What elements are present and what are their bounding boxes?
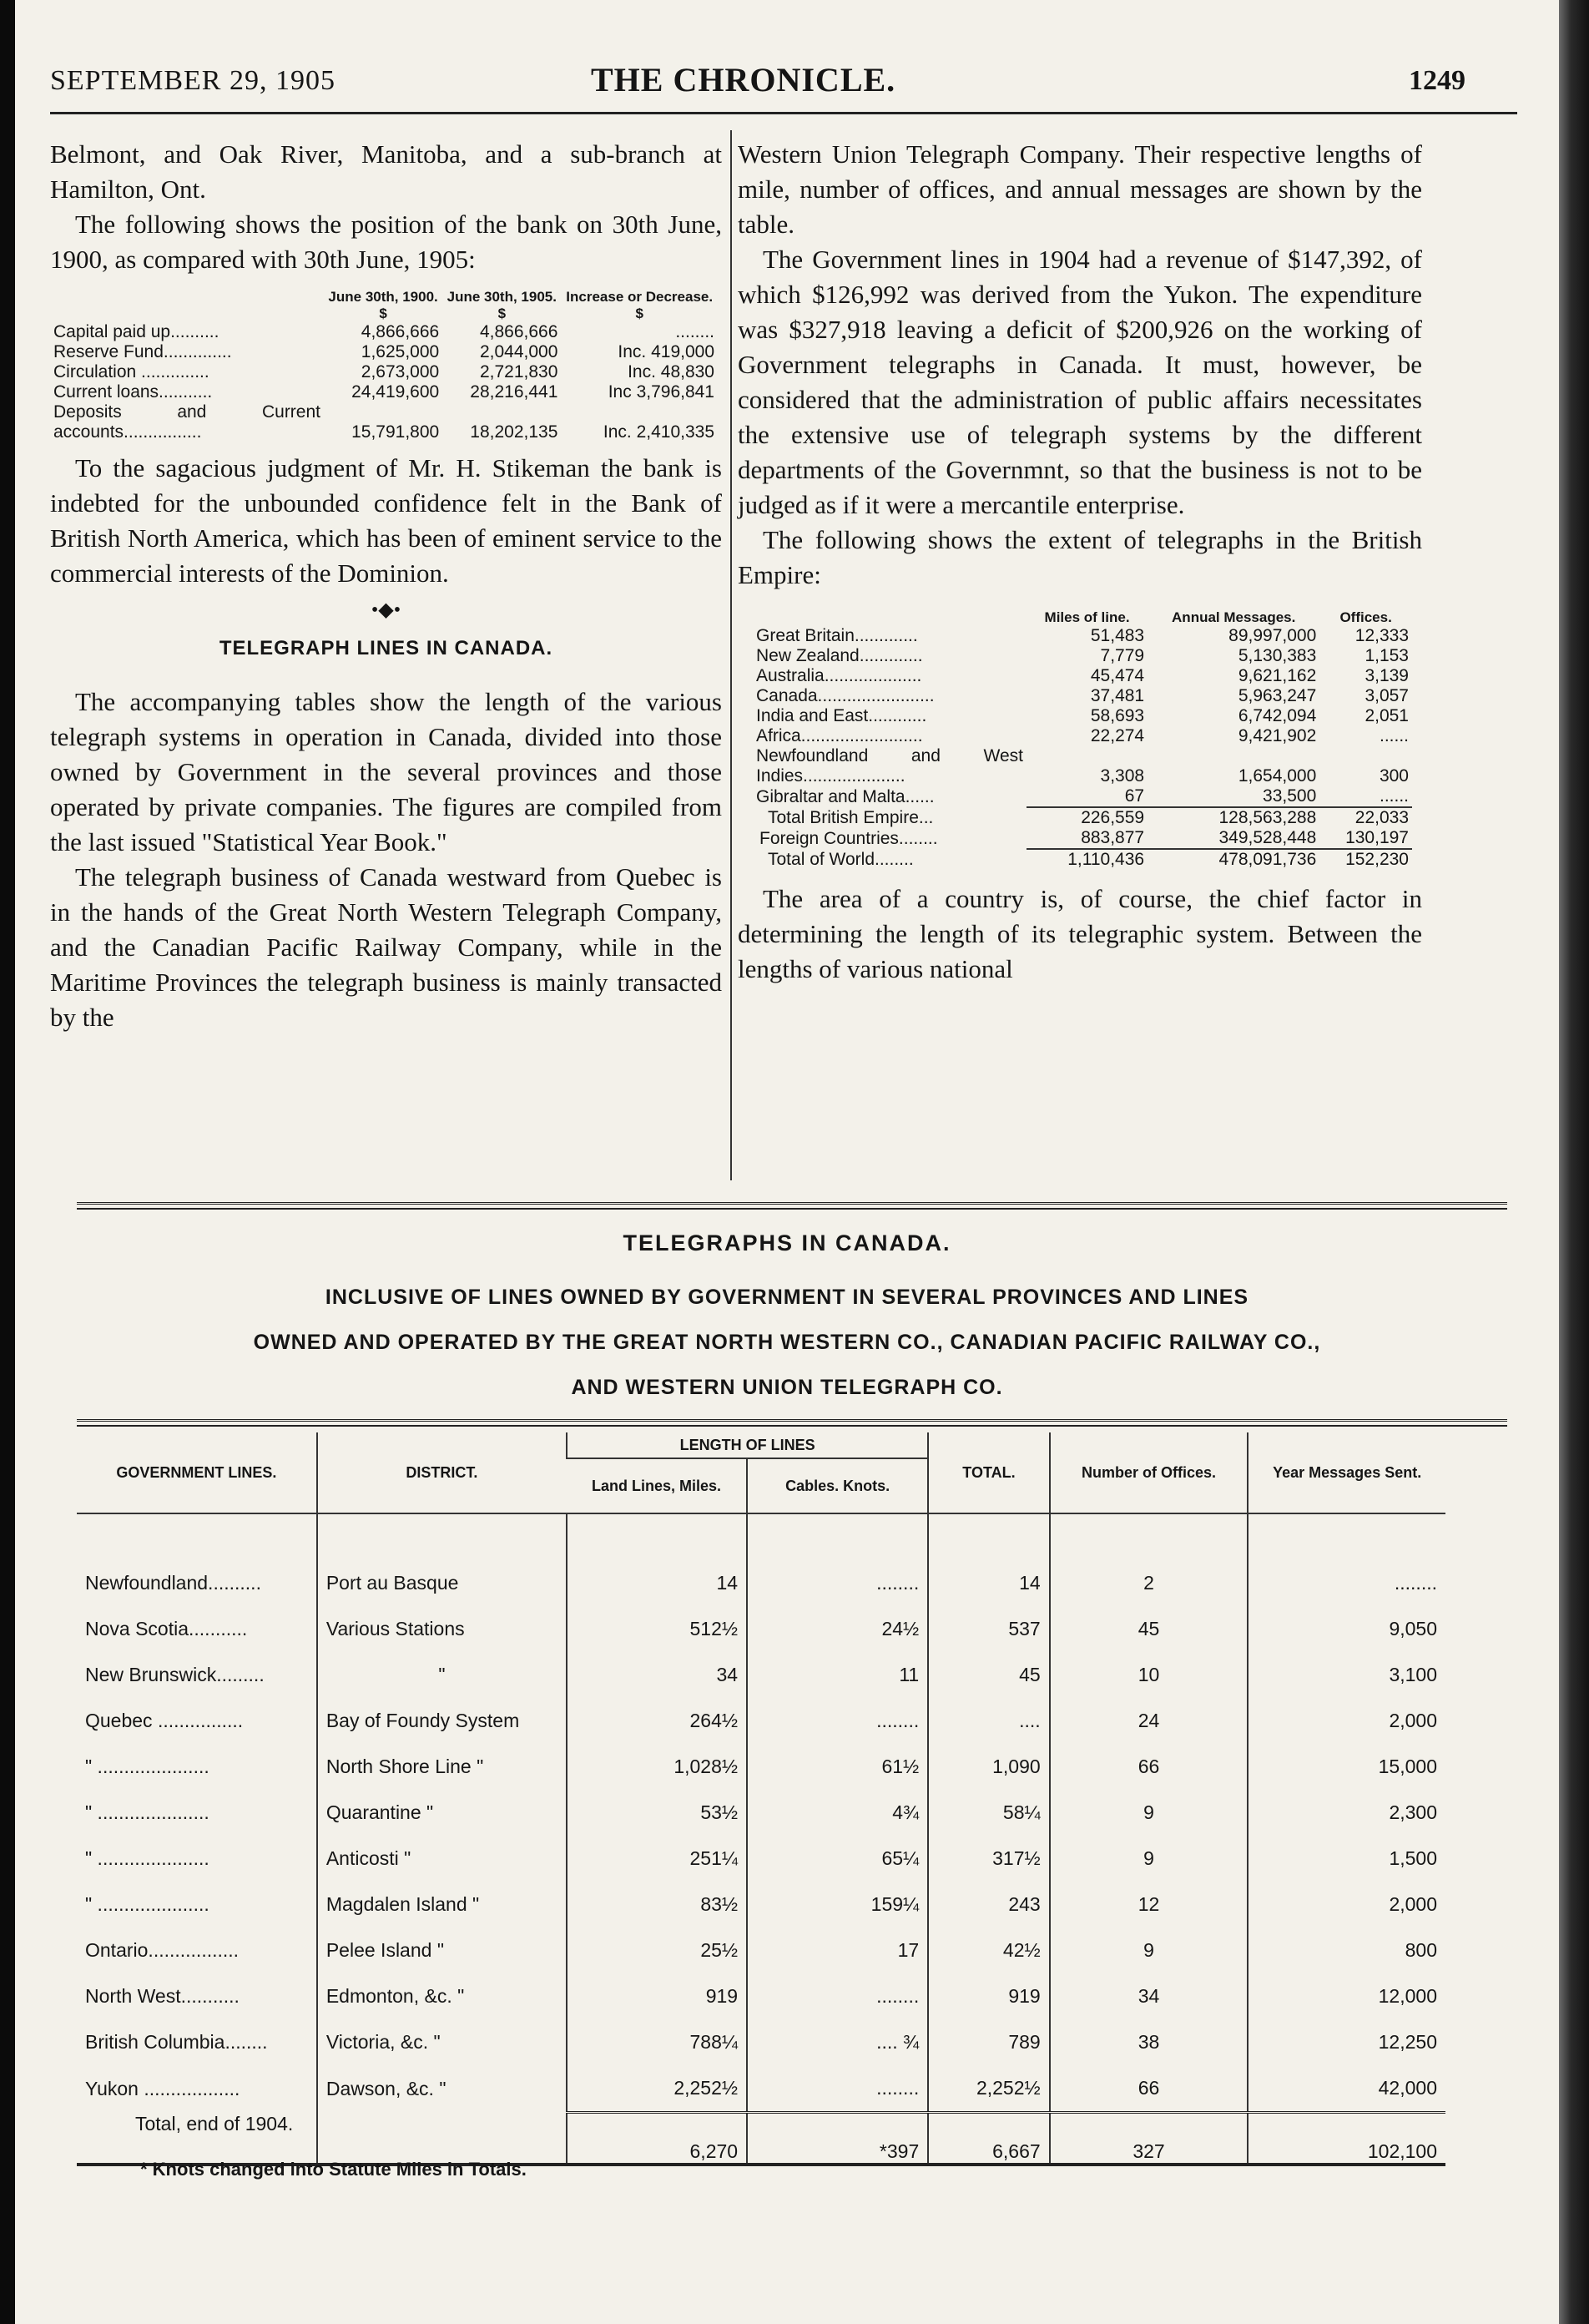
cell: 2,051 — [1365, 706, 1409, 725]
cell: 22,033 — [1354, 808, 1409, 827]
province-cell: Yukon .................. — [85, 2077, 240, 2099]
table-subtitle: INCLUSIVE OF LINES OWNED BY GOVERNMENT IN SEVERAL PROVINCES AND LINES — [325, 1286, 1249, 1309]
table-header: Offices. — [1339, 609, 1392, 625]
district-cell: Pelee Island " — [317, 1927, 567, 1973]
table-row — [50, 342, 718, 362]
province-cell: Newfoundland.......... — [85, 1572, 261, 1594]
col-header-length-of-lines: LENGTH OF LINES — [567, 1432, 928, 1458]
table-row — [753, 726, 1412, 746]
offices-cell: 66 — [1050, 1744, 1248, 1790]
cell: 883,877 — [1081, 828, 1145, 847]
table-row — [753, 786, 1412, 807]
cables-cell: .... ¾ — [747, 2019, 928, 2065]
messages-cell: 2,300 — [1248, 1790, 1445, 1836]
cell: 9,621,162 — [1238, 666, 1317, 685]
district-cell: Magdalen Island " — [317, 1882, 567, 1927]
ornament-divider: •◆• — [371, 599, 401, 621]
cell: 45,474 — [1090, 666, 1145, 685]
table-row — [77, 2065, 1445, 2113]
table-row — [753, 746, 1412, 786]
row-label: Africa......................... — [756, 726, 923, 745]
messages-cell: ........ — [1248, 1560, 1445, 1606]
col-header-messages: Year Messages Sent. — [1248, 1432, 1445, 1513]
total-cell: 789 — [928, 2019, 1049, 2065]
land-cell: 264½ — [567, 1698, 747, 1744]
footnote: * Knots changed into Statute Miles in Totals. — [140, 2159, 527, 2180]
total-total-cell: 6,667 — [928, 2113, 1049, 2165]
messages-cell: 1,500 — [1248, 1836, 1445, 1882]
paragraph: The accompanying tables show the length of the various telegraph systems in operation in Canada, divided into those owned by Government in the several provinces and those operated by private companies. The figures are compiled from the last issued "Statistical Year Book." — [50, 687, 722, 856]
cables-cell: 11 — [747, 1652, 928, 1698]
district-cell: Various Stations — [317, 1606, 567, 1652]
total-cell: 45 — [928, 1652, 1049, 1698]
land-cell: 788¼ — [567, 2019, 747, 2065]
section-heading: TELEGRAPH LINES IN CANADA. — [219, 637, 553, 659]
table-row — [77, 1744, 1445, 1790]
cell: 5,963,247 — [1238, 686, 1317, 705]
cell: 58,693 — [1090, 706, 1145, 725]
table-top-rule — [77, 1419, 1507, 1427]
table-row — [77, 2019, 1445, 2065]
province-cell: Nova Scotia........... — [85, 1618, 248, 1639]
land-total-cell: 6,270 — [567, 2113, 747, 2165]
land-cell: 25½ — [567, 1927, 747, 1973]
province-cell: British Columbia........ — [85, 2031, 268, 2053]
total-cell: .... — [928, 1698, 1049, 1744]
messages-cell: 15,000 — [1248, 1744, 1445, 1790]
cell: ...... — [1379, 726, 1409, 745]
messages-total-cell: 102,100 — [1248, 2113, 1445, 2165]
offices-cell: 45 — [1050, 1606, 1248, 1652]
offices-cell: 38 — [1050, 2019, 1248, 2065]
unit-label: $ — [497, 306, 507, 321]
cell: 89,997,000 — [1228, 626, 1317, 645]
paragraph: Belmont, and Oak River, Manitoba, and a sub-branch at Hamilton, Ont. — [50, 139, 722, 204]
cables-cell: 24½ — [747, 1606, 928, 1652]
offices-cell: 9 — [1050, 1836, 1248, 1882]
land-cell: 919 — [567, 1973, 747, 2019]
cell: 6,742,094 — [1238, 706, 1317, 725]
page-edge-shadow — [1559, 0, 1589, 2324]
table-row — [753, 706, 1412, 726]
messages-cell: 2,000 — [1248, 1882, 1445, 1927]
cell: Inc. 2,410,335 — [603, 422, 714, 442]
offices-total-cell: 327 — [1050, 2113, 1248, 2165]
table-header: June 30th, 1905. — [446, 289, 557, 305]
row-label: Reserve Fund.............. — [53, 342, 232, 361]
district-cell: Quarantine " — [317, 1790, 567, 1836]
total-row — [77, 2113, 1445, 2165]
table-row — [77, 1882, 1445, 1927]
left-column — [50, 137, 722, 1035]
paragraph: The following shows the position of the bank on 30th June, 1900, as compared with 30th June, 1905: — [50, 210, 722, 274]
col-header-total: TOTAL. — [928, 1432, 1049, 1513]
cables-cell: 4¾ — [747, 1790, 928, 1836]
paragraph: The Government lines in 1904 had a revenue of $147,392, of which $126,992 was derived from the Yukon. The expenditure was $327,918 leaving a deficit of $200,926 on the working of Government telegraphs in Canada. It must, however, be considered that the administration of public affairs necessitates the extensive use of telegraph systems by the different departments of the Governmnt, so that the business is not to be judged as if it were a mercantile enterprise. — [738, 245, 1422, 519]
row-label: Total of World........ — [768, 850, 914, 869]
cell: 67 — [1124, 786, 1145, 806]
cell: 226,559 — [1081, 808, 1145, 827]
table-header: Annual Messages. — [1172, 609, 1296, 625]
row-label: Foreign Countries........ — [759, 828, 938, 848]
table-row — [753, 626, 1412, 646]
cell: 51,483 — [1090, 626, 1145, 645]
table-row — [753, 666, 1412, 686]
offices-cell: 10 — [1050, 1652, 1248, 1698]
bank-position-table — [50, 289, 718, 442]
total-cell: 42½ — [928, 1927, 1049, 1973]
cables-total-cell: *397 — [747, 2113, 928, 2165]
total-cell: 537 — [928, 1606, 1049, 1652]
cell: 1,654,000 — [1238, 766, 1317, 786]
land-cell: 34 — [567, 1652, 747, 1698]
cables-cell: ........ — [747, 1560, 928, 1606]
land-cell: 1,028½ — [567, 1744, 747, 1790]
cell: 2,721,830 — [479, 362, 558, 381]
table-row — [50, 402, 718, 442]
newspaper-page — [15, 0, 1559, 2324]
cell: 130,197 — [1345, 828, 1409, 847]
total-cell: 317½ — [928, 1836, 1049, 1882]
land-cell: 83½ — [567, 1882, 747, 1927]
district-cell: Anticosti " — [317, 1836, 567, 1882]
paragraph: Western Union Telegraph Company. Their respective lengths of mile, number of offices, and annual messages are shown by the table. — [738, 139, 1422, 239]
cables-cell: ........ — [747, 1698, 928, 1744]
column-divider — [730, 130, 732, 1180]
section-rule — [77, 1202, 1507, 1210]
cell: 3,139 — [1365, 666, 1409, 685]
row-label: Canada........................ — [756, 686, 935, 705]
district-cell: Port au Basque — [317, 1560, 567, 1606]
cell: 22,274 — [1090, 726, 1145, 745]
table-row — [77, 1836, 1445, 1882]
cell: 2,673,000 — [361, 362, 440, 381]
cell: 4,866,666 — [361, 322, 440, 341]
table-subtitle: OWNED AND OPERATED BY THE GREAT NORTH WESTERN CO., CANADIAN PACIFIC RAILWAY CO., — [253, 1331, 1321, 1354]
table-row — [77, 1652, 1445, 1698]
cell: ...... — [1379, 786, 1409, 806]
table-row — [50, 322, 718, 342]
cell: 18,202,135 — [470, 422, 558, 442]
district-cell: Bay of Foundy System — [317, 1698, 567, 1744]
table-header: Miles of line. — [1044, 609, 1130, 625]
total-cell: 14 — [928, 1560, 1049, 1606]
col-header-cables: Cables. Knots. — [747, 1458, 928, 1513]
col-header-offices: Number of Offices. — [1050, 1432, 1248, 1513]
cell: 4,866,666 — [479, 322, 558, 341]
col-header-land-lines: Land Lines, Miles. — [567, 1458, 747, 1513]
total-cell: 919 — [928, 1973, 1049, 2019]
cell: 478,091,736 — [1218, 850, 1317, 869]
col-header-government-lines: GOVERNMENT LINES. — [77, 1432, 317, 1513]
row-label: Circulation .............. — [53, 362, 209, 381]
table-row — [753, 828, 1412, 849]
cell: 1,153 — [1365, 646, 1409, 665]
row-label: India and East............ — [756, 706, 927, 725]
total-label: Total, end of 1904. — [135, 2112, 294, 2135]
messages-cell: 3,100 — [1248, 1652, 1445, 1698]
table-row — [77, 1790, 1445, 1836]
offices-cell: 66 — [1050, 2065, 1248, 2113]
offices-cell: 24 — [1050, 1698, 1248, 1744]
table-title: TELEGRAPHS IN CANADA. — [623, 1230, 951, 1255]
cell: 128,563,288 — [1218, 808, 1317, 827]
table-row — [753, 850, 1412, 870]
cell: 9,421,902 — [1238, 726, 1317, 745]
province-cell: North West........... — [85, 1985, 240, 2007]
land-cell: 2,252½ — [567, 2065, 747, 2113]
header-rule — [50, 112, 1517, 114]
total-cell: 243 — [928, 1882, 1049, 1927]
district-cell: Victoria, &c. " — [317, 2019, 567, 2065]
row-label: Great Britain............. — [756, 626, 918, 645]
cell: 300 — [1379, 766, 1409, 786]
messages-cell: 12,000 — [1248, 1973, 1445, 2019]
table-row — [50, 382, 718, 402]
land-cell: 53½ — [567, 1790, 747, 1836]
col-header-district: DISTRICT. — [317, 1432, 567, 1513]
table-row — [77, 1560, 1445, 1606]
table-row — [77, 1927, 1445, 1973]
province-cell: " ..................... — [85, 1847, 209, 1869]
cables-cell: ........ — [747, 1973, 928, 2019]
province-cell: Quebec ................ — [85, 1710, 244, 1731]
row-label: Capital paid up.......... — [53, 322, 219, 341]
cables-cell: 159¼ — [747, 1882, 928, 1927]
offices-cell: 9 — [1050, 1927, 1248, 1973]
cell: 2,044,000 — [479, 342, 558, 361]
table-row — [753, 808, 1412, 828]
unit-label: $ — [635, 306, 643, 321]
district-cell: " — [317, 1652, 567, 1698]
province-cell: " ..................... — [85, 1893, 209, 1915]
messages-cell: 42,000 — [1248, 2065, 1445, 2113]
publication-title: THE CHRONICLE. — [591, 61, 896, 99]
cell: 28,216,441 — [470, 382, 558, 402]
cell: 3,308 — [1100, 766, 1145, 786]
table-row — [77, 1698, 1445, 1744]
table-subtitle: AND WESTERN UNION TELEGRAPH CO. — [571, 1376, 1003, 1399]
district-cell: Dawson, &c. " — [317, 2065, 567, 2113]
cables-cell: ........ — [747, 2065, 928, 2113]
british-empire-table — [753, 609, 1412, 870]
table-row — [50, 362, 718, 382]
cell: 33,500 — [1263, 786, 1317, 806]
paragraph: The telegraph business of Canada westward from Quebec is in the hands of the Great North Western Telegraph Company, and the Canadian Pacific Railway Company, while in the Maritime Provinces the telegraph business is mainly transacted by the — [50, 862, 722, 1032]
cell: 7,779 — [1100, 646, 1145, 665]
cell: ........ — [675, 322, 714, 341]
table-header: Increase or Decrease. — [566, 289, 714, 305]
paragraph: To the sagacious judgment of Mr. H. Stikeman the bank is indebted for the unbounded confidence felt in the Bank of British North America, which has been of eminent service to the commercial interests of the Dominion. — [50, 453, 722, 588]
messages-cell: 2,000 — [1248, 1698, 1445, 1744]
offices-cell: 12 — [1050, 1882, 1248, 1927]
cell: 349,528,448 — [1218, 828, 1317, 847]
cell: Inc 3,796,841 — [608, 382, 714, 402]
province-cell: " ..................... — [85, 1801, 209, 1823]
messages-cell: 12,250 — [1248, 2019, 1445, 2065]
messages-cell: 800 — [1248, 1927, 1445, 1973]
row-label: Australia.................... — [756, 666, 922, 685]
province-cell: Ontario................. — [85, 1939, 240, 1961]
paragraph: The following shows the extent of telegraphs in the British Empire: — [738, 525, 1422, 589]
cell: 24,419,600 — [351, 382, 440, 402]
cell: 3,057 — [1365, 686, 1409, 705]
total-cell: 1,090 — [928, 1744, 1049, 1790]
row-label: Deposits and Current accounts................ — [53, 402, 320, 442]
telegraphs-in-canada-table — [77, 1432, 1445, 2166]
offices-cell: 34 — [1050, 1973, 1248, 2019]
page-number: 1249 — [1409, 65, 1465, 96]
cell: 1,625,000 — [361, 342, 440, 361]
unit-label: $ — [379, 306, 387, 321]
table-row — [753, 686, 1412, 706]
cables-cell: 17 — [747, 1927, 928, 1973]
province-cell: New Brunswick......... — [85, 1664, 265, 1685]
table-row — [77, 1973, 1445, 2019]
land-cell: 512½ — [567, 1606, 747, 1652]
cell: 15,791,800 — [351, 422, 440, 442]
cell: 1,110,436 — [1067, 850, 1145, 869]
table-row — [753, 646, 1412, 666]
total-cell: 2,252½ — [928, 2065, 1049, 2113]
messages-cell: 9,050 — [1248, 1606, 1445, 1652]
issue-date: SEPTEMBER 29, 1905 — [50, 65, 335, 96]
cables-cell: 61½ — [747, 1744, 928, 1790]
row-label: Newfoundland and West Indies..................... — [756, 746, 1023, 786]
province-cell: " ..................... — [85, 1756, 209, 1777]
cell: 5,130,383 — [1238, 646, 1317, 665]
row-label: Current loans........... — [53, 382, 213, 402]
land-cell: 251¼ — [567, 1836, 747, 1882]
offices-cell: 9 — [1050, 1790, 1248, 1836]
land-cell: 14 — [567, 1560, 747, 1606]
cell: 37,481 — [1090, 686, 1145, 705]
table-header: June 30th, 1900. — [328, 289, 438, 305]
total-cell: 58¼ — [928, 1790, 1049, 1836]
row-label: Total British Empire... — [768, 808, 934, 827]
district-cell: North Shore Line " — [317, 1744, 567, 1790]
row-label: New Zealand............. — [756, 646, 923, 665]
table-row — [77, 1606, 1445, 1652]
row-label: Gibraltar and Malta...... — [756, 786, 935, 806]
offices-cell: 2 — [1050, 1560, 1248, 1606]
district-cell: Edmonton, &c. " — [317, 1973, 567, 2019]
cell: 12,333 — [1354, 626, 1409, 645]
paragraph: The area of a country is, of course, the chief factor in determining the length of its telegraphic system. Between the lengths of various national — [738, 884, 1422, 983]
cables-cell: 65¼ — [747, 1836, 928, 1882]
cell: Inc. 419,000 — [618, 342, 714, 361]
cell: Inc. 48,830 — [628, 362, 714, 381]
right-column — [738, 137, 1422, 987]
cell: 152,230 — [1345, 850, 1409, 869]
